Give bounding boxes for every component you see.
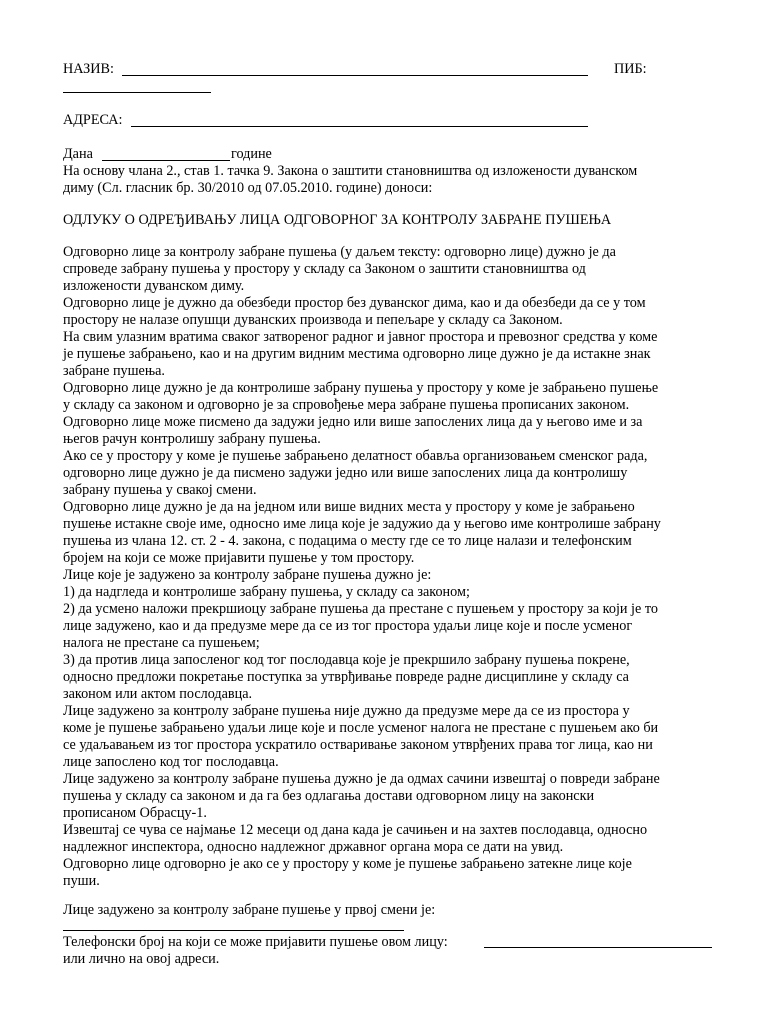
paragraph-line: прописаном Обрасцу-1. — [63, 805, 207, 821]
paragraph — [63, 329, 723, 380]
paragraph — [63, 652, 723, 703]
paragraph-line: 1) да надгледа и контролише забрану пушења, у складу са законом; — [63, 584, 470, 600]
paragraph — [63, 856, 723, 890]
paragraph — [63, 584, 723, 601]
date-label: Дана — [63, 146, 93, 162]
paragraph-line: Одговорно лице дужно је да контролише забрану пушења у простору у коме је забрањено пушење — [63, 380, 659, 396]
paragraph-line: лице запослено код тог послодавца. — [63, 754, 279, 770]
address-field-line[interactable] — [131, 126, 588, 127]
name-field-line[interactable] — [122, 75, 588, 76]
paragraph — [63, 822, 723, 856]
paragraph-line: спроведе забрану пушења у простору у складу са Законом о заштити становништва од — [63, 261, 586, 277]
paragraph-line: Одговорно лице је дужно да обезбеди простор без дуванског дима, као и да обезбеди да се у том — [63, 295, 646, 311]
paragraph-line: пуши. — [63, 873, 100, 889]
responsible-person-field-line[interactable] — [63, 930, 404, 931]
intro-line-2: диму (Сл. гласник бр. 30/2010 од 07.05.2010. године) доноси: — [63, 180, 433, 196]
paragraph-line: пушења из члана 12. ст. 2 - 4. закона, с подацима о месту где се то лице налази и телефонским — [63, 533, 632, 549]
paragraph-line: простору не налазе опушци дуванских производа и пепељаре у складу са Законом. — [63, 312, 563, 328]
paragraph-line: лице задужено, као и да предузме мере да се из тог простора удаљи лице које и после усменог — [63, 618, 633, 634]
paragraph-line: његов рачун контролишу забрану пушења. — [63, 431, 321, 447]
paragraph — [63, 380, 723, 414]
paragraph-line: Одговорно лице може писмено да задужи једно или више запослених лица да у његово име и за — [63, 414, 643, 430]
paragraph — [63, 601, 723, 652]
paragraph-line: пушење истакне своје име, односно име лица које је задужио да у његово име контролише забрану — [63, 516, 661, 532]
name-label: НАЗИВ: — [63, 61, 114, 77]
paragraph-line: пушења у складу са законом и да га без одлагања достави одговорном лицу на законски — [63, 788, 595, 804]
paragraph — [63, 567, 723, 584]
paragraph-line: односно предложи покретање поступка за утврђивање повреде радне дисциплине у складу са — [63, 669, 629, 685]
date-field-line[interactable] — [102, 160, 230, 161]
paragraph — [63, 414, 723, 448]
paragraph — [63, 771, 723, 822]
phone-label: Телефонски број на који се може пријавити пушење овом лицу: — [63, 934, 448, 950]
phone-field-line[interactable] — [484, 947, 712, 948]
paragraph-line: На свим улазним вратима сваког затвореног радног и јавног простора и превозног средства у коме — [63, 329, 658, 345]
paragraph-line: 2) да усмено наложи прекршиоцу забране пушења да престане с пушењем у простору за који је то — [63, 601, 658, 617]
date-suffix: године — [231, 146, 272, 162]
paragraph-line: Одговорно лице одговорно је ако се у простору у коме је пушење забрањено затекне лице које — [63, 856, 632, 872]
paragraph-line: налога не престане са пушењем; — [63, 635, 260, 651]
paragraph-line: забрану пушења у свакој смени. — [63, 482, 257, 498]
paragraph-line: коме је пушење забрањено удаљи лице које и после усменог налога не престане с пушењем ако би — [63, 720, 659, 736]
paragraph-line: изложености дуванском диму. — [63, 278, 245, 294]
pib-label: ПИБ: — [614, 61, 647, 77]
paragraph-line: Лице задужено за контролу забране пушења није дужно да предузме мере да се из простора у — [63, 703, 630, 719]
paragraph-line: Одговорно лице дужно је да на једном или више видних места у простору у коме је забрањено — [63, 499, 635, 515]
paragraph-line: надлежног инспектора, односно надлежног државног органа мора се дати на увид. — [63, 839, 564, 855]
paragraph-line: је пушење забрањено, као и на другим видним местима одговорно лице дужно је да истакне знак — [63, 346, 651, 362]
paragraph — [63, 448, 723, 499]
paragraph-line: Одговорно лице за контролу забране пушења (у даљем тексту: одговорно лице) дужно је да — [63, 244, 616, 260]
decision-body — [63, 244, 723, 890]
paragraph — [63, 499, 723, 567]
paragraph-line: Извештај се чува се најмање 12 месеци од дана када је сачињен и на захтев послодавца, односно — [63, 822, 648, 838]
paragraph-line: законом или актом послодавца. — [63, 686, 253, 702]
paragraph-line: се удаљавањем из тог простора ускратило остваривање законом утврђених права тог лица, као ни — [63, 737, 653, 753]
paragraph-line: 3) да против лица запосленог код тог послодавца које је прекршило забрану пушења покрене, — [63, 652, 630, 668]
address-label: АДРЕСА: — [63, 112, 123, 128]
pib-field-line[interactable] — [63, 92, 211, 93]
address-note: или лично на овој адреси. — [63, 951, 220, 967]
paragraph-line: одговорно лице дужно је да писмено задужи једно или више запослених лица да контролишу — [63, 465, 628, 481]
paragraph-line: Лице задужено за контролу забране пушења дужно је да одмах сачини извештај о повреди забране — [63, 771, 660, 787]
paragraph — [63, 703, 723, 771]
paragraph-line: бројем на који се може пријавити пушење у том простору. — [63, 550, 415, 566]
paragraph-line: у складу са законом и одговорно је за спровођење мера забране пушења прописаних законом. — [63, 397, 630, 413]
paragraph-line: забране пушења. — [63, 363, 165, 379]
decision-title: ОДЛУКУ О ОДРЕЂИВАЊУ ЛИЦА ОДГОВОРНОГ ЗА КОНТРОЛУ ЗАБРАНЕ ПУШЕЊА — [63, 212, 612, 228]
paragraph — [63, 295, 723, 329]
paragraph-line: Ако се у простору у коме је пушење забрањено делатност обавља организовањем сменског рада, — [63, 448, 648, 464]
intro-line-1: На основу члана 2., став 1. тачка 9. Закона о заштити становништва од изложености дуванском — [63, 163, 638, 179]
responsible-person-label: Лице задужено за контролу забране пушење у првој смени је: — [63, 902, 436, 918]
paragraph-line: Лице које је задужено за контролу забране пушења дужно је: — [63, 567, 432, 583]
paragraph — [63, 244, 723, 295]
